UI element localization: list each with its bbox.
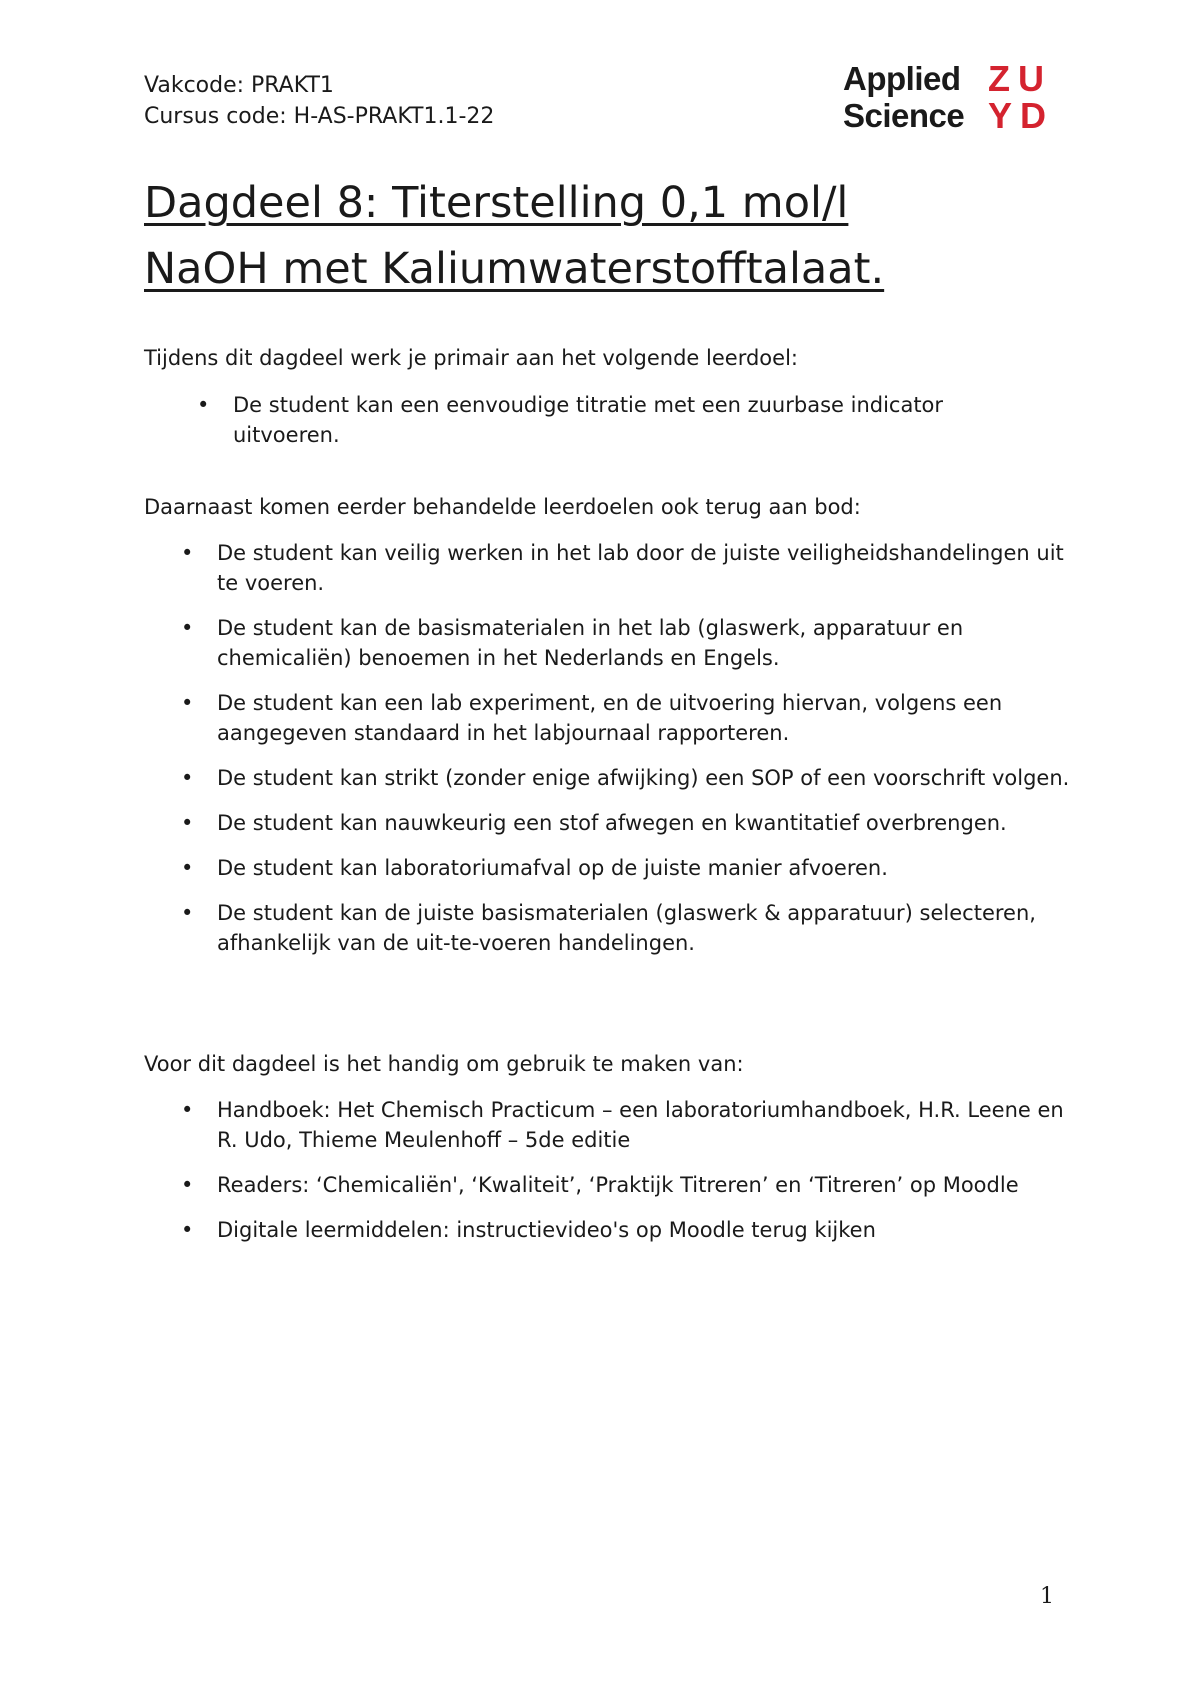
primary-goal-list — [197, 390, 1033, 465]
list-item: • De student kan de basismaterialen in het lab (glaswerk, apparatuur en chemicaliën) benoemen in het Nederlands en Engels. — [217, 613, 1077, 673]
list-item: • De student kan nauwkeurig een stof afwegen en kwantitatief overbrengen. — [217, 808, 1077, 838]
cursus-code-line: Cursus code: H-AS-PRAKT1.1-22 — [144, 104, 495, 129]
zuyd-applied-science-logo — [843, 60, 1053, 134]
logo-line-applied: Applied — [843, 60, 961, 97]
bullet-icon: • — [181, 541, 194, 565]
list-item: • De student kan strikt (zonder enige afwijking) een SOP of een voorschrift volgen. — [217, 763, 1077, 793]
bullet-icon: • — [181, 811, 194, 835]
list-item: • De student kan de juiste basismaterialen (glaswerk & apparatuur) selecteren, afhankelijk van de uit-te-voeren handelingen. — [217, 898, 1077, 958]
list-item: • De student kan laboratoriumafval op de juiste manier afvoeren. — [217, 853, 1077, 883]
intro-goal-text: Tijdens dit dagdeel werk je primair aan het volgende leerdoel: — [144, 346, 798, 370]
logo-zuyd-mark — [988, 60, 1054, 134]
bullet-icon: • — [181, 766, 194, 790]
bullet-icon: • — [181, 616, 194, 640]
list-item: • De student kan veilig werken in het lab door de juiste veiligheidshandelingen uit te voeren. — [217, 538, 1077, 598]
logo-zu: ZU — [988, 58, 1052, 99]
bullet-icon: • — [197, 393, 210, 417]
list-item: • Handboek: Het Chemisch Practicum – een laboratoriumhandboek, H.R. Leene en R. Udo, Thieme Meulenhoff – 5de editie — [217, 1095, 1077, 1155]
bullet-icon: • — [181, 691, 194, 715]
bullet-icon: • — [181, 1173, 194, 1197]
list-item: • De student kan een lab experiment, en de uitvoering hiervan, volgens een aangegeven standaard in het labjournaal rapporteren. — [217, 688, 1077, 748]
bullet-icon: • — [181, 901, 194, 925]
list-item: • De student kan een eenvoudige titratie met een zuurbase indicator uitvoeren. — [233, 390, 1033, 450]
title-line-2: NaOH met Kaliumwaterstofftalaat. — [144, 244, 885, 294]
logo-line-science: Science — [843, 97, 965, 134]
bullet-icon: • — [181, 1218, 194, 1242]
list-item: • Readers: ‘Chemicaliën', ‘Kwaliteit’, ‘Praktijk Titreren’ en ‘Titreren’ op Moodle — [217, 1170, 1077, 1200]
page-number: 1 — [1040, 1584, 1054, 1609]
vakcode-line: Vakcode: PRAKT1 — [144, 73, 334, 98]
logo-applied-science-text — [843, 60, 964, 134]
course-info — [144, 70, 494, 132]
intro-resources-text: Voor dit dagdeel is het handig om gebruik te maken van: — [144, 1052, 744, 1076]
logo-yd: YD — [988, 95, 1055, 136]
bullet-icon: • — [181, 856, 194, 880]
bullet-icon: • — [181, 1098, 194, 1122]
page-title — [144, 170, 1104, 302]
prior-goals-list — [181, 538, 1077, 973]
list-item: • Digitale leermiddelen: instructievideo's op Moodle terug kijken — [217, 1215, 1077, 1245]
resources-list — [181, 1095, 1077, 1260]
title-line-1: Dagdeel 8: Titerstelling 0,1 mol/l — [144, 178, 849, 228]
intro-prior-text: Daarnaast komen eerder behandelde leerdoelen ook terug aan bod: — [144, 495, 861, 519]
